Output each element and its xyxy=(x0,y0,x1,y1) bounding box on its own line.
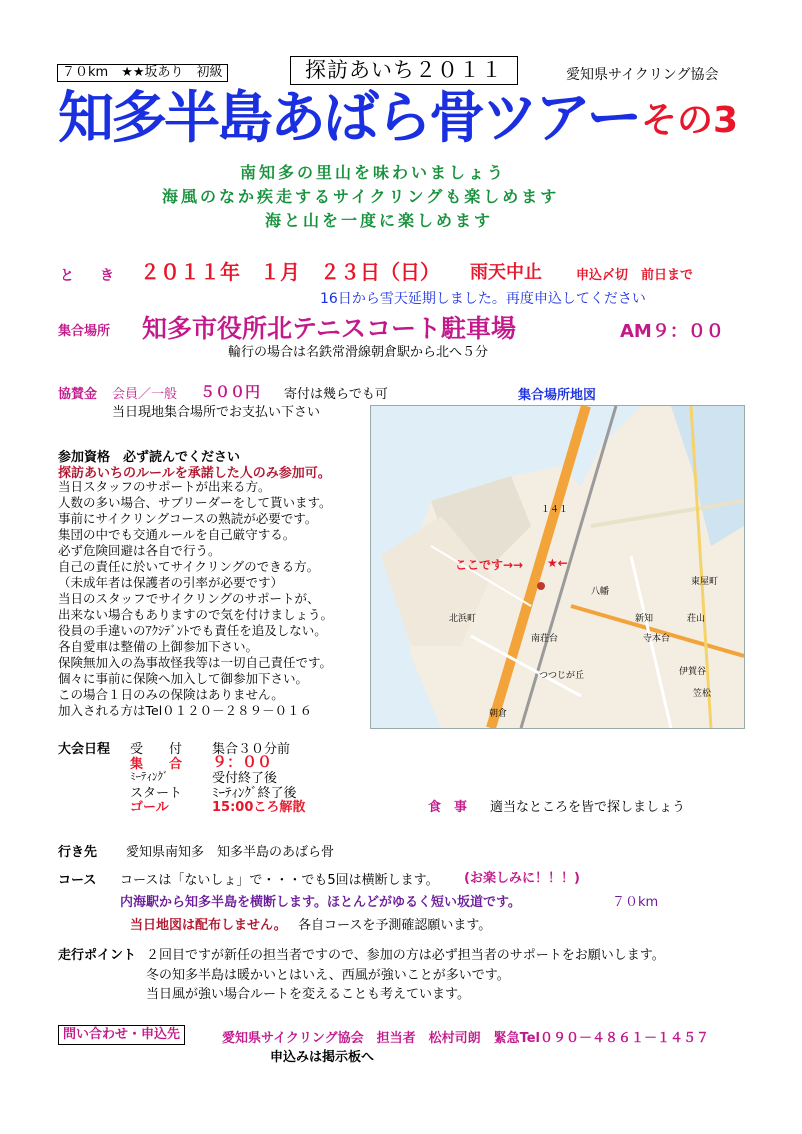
qualification-line: 集団の中でも交通ルールを自己厳守する。 xyxy=(58,527,296,542)
map-label: 荘山 xyxy=(687,614,706,624)
schedule-key: 受 付 xyxy=(130,742,183,757)
train-note: 輪行の場合は名鉄常滑線朝倉駅から北へ５分 xyxy=(228,345,489,360)
map-label: 南荘台 xyxy=(531,634,559,644)
map-label: 八幡 xyxy=(591,587,610,597)
organizer: 愛知県サイクリング協会 xyxy=(566,67,719,83)
qualification-line: 事前にサイクリングコースの熟読が必要です。 xyxy=(58,511,318,526)
map-label: 寺本台 xyxy=(643,634,671,644)
qualification-line: この場合１日のみの保険はありません。 xyxy=(58,687,284,702)
schedule-value: ﾐｰﾃｨﾝｸﾞ終了後 xyxy=(212,786,297,801)
points-line: ２回目ですが新任の担当者ですので、参加の方は必ず担当者のサポートをお願いします。 xyxy=(146,948,665,963)
schedule-label: 大会日程 xyxy=(58,742,111,757)
schedule-value: 集合３０分前 xyxy=(212,742,291,757)
map-marker-label: ここです→→ xyxy=(455,558,524,572)
schedule-key: ﾐｰﾃｨﾝｸﾞ xyxy=(130,770,169,783)
map-label: 北浜町 xyxy=(449,614,477,624)
schedule-value: 受付終了後 xyxy=(212,771,278,786)
contact-label: 問い合わせ・申込先 xyxy=(58,1025,185,1045)
meeting-time: AM９：００ xyxy=(620,321,724,342)
contact-line: 愛知県サイクリング協会 担当者 松村司朗 緊急Tel０９０－４８６１－１４５７ xyxy=(222,1031,709,1046)
deadline: 申込〆切 前日まで xyxy=(576,268,694,283)
map-label: 伊賀谷 xyxy=(679,667,707,677)
meeting-map xyxy=(370,405,745,729)
fee-payment: 当日現地集合場所でお支払い下さい xyxy=(112,405,321,420)
qualification-line: 自己の責任に於いてサイクリングのできる方。 xyxy=(58,559,320,574)
points-line: 当日風が強い場合ルートを変えることも考えています。 xyxy=(146,987,470,1002)
map-label: １４１ xyxy=(541,505,569,515)
qualification-heading: 参加資格 必ず読んでください xyxy=(58,450,241,465)
qualification-list xyxy=(58,479,333,719)
tagline-2: 海風のなか疾走するサイクリングも楽しめます xyxy=(162,187,560,206)
map-label: 笠松 xyxy=(693,689,712,699)
tagline-1: 南知多の里山を味わいましょう xyxy=(240,163,507,182)
map-label: 新知 xyxy=(635,614,654,624)
course-line-3-accent: 当日地図は配布しません。 xyxy=(130,918,287,933)
rain-cancel: 雨天中止 xyxy=(470,262,542,283)
event-date: ２０１１年 １月 ２３日（日） xyxy=(140,260,440,284)
fee-label: 協賛金 xyxy=(58,387,98,402)
meal-label: 食 事 xyxy=(428,800,468,815)
map-label: 東屋町 xyxy=(691,577,719,587)
page-title: 知多半島あばら骨ツアー xyxy=(58,86,640,151)
meal-value: 適当なところを皆で探しましょう xyxy=(490,800,686,815)
points-label: 走行ポイント xyxy=(58,948,137,963)
qualification-line: 各自愛車は整備の上御参加下さい。 xyxy=(58,639,259,654)
destination-value: 愛知県南知多 知多半島のあばら骨 xyxy=(126,845,335,860)
schedule-value: 15:00ころ解散 xyxy=(212,800,306,815)
map-label: 朝倉 xyxy=(489,709,508,719)
schedule-key: ゴール xyxy=(130,800,169,815)
series-box: 探訪あいち２０１１ xyxy=(290,56,518,85)
fee-member: 会員／一般 xyxy=(112,387,178,402)
map-label: つつじが丘 xyxy=(539,671,585,681)
schedule-key: 集 合 xyxy=(130,757,183,772)
qualification-line: 加入される方はTel０１２０－２８９－０１６ xyxy=(58,703,313,718)
qualification-rule: 探訪あいちのルールを承諾した人のみ参加可。 xyxy=(58,466,331,481)
qualification-line: （未成年者は保護者の引率が必要です） xyxy=(58,575,284,590)
qualification-line: 当日のスタッフでサイクリングのサポートが、 xyxy=(58,591,320,606)
schedule-key: スタート xyxy=(130,786,183,801)
course-distance: ７０km xyxy=(612,895,659,910)
qualification-line: 人数の多い場合、サブリーダーをして貰います。 xyxy=(58,495,332,510)
course-line-1: コースは「ないしょ」で・・・でも5回は横断します。 xyxy=(120,873,439,888)
fee-amount: ５００円 xyxy=(200,383,261,401)
qualification-line: 出来ない場合もありますので気を付けましょう。 xyxy=(58,607,334,622)
destination-label: 行き先 xyxy=(58,845,98,860)
meeting-place: 知多市役所北テニスコート駐車場 xyxy=(142,314,517,343)
board-note: 申込みは掲示板へ xyxy=(270,1050,375,1065)
points-line: 冬の知多半島は暖かいとはいえ、西風が強いことが多いです。 xyxy=(146,968,510,983)
tagline-3: 海と山を一度に楽しめます xyxy=(265,211,494,230)
fee-donation: 寄付は幾らでも可 xyxy=(284,387,388,402)
qualification-line: 役員の手違いのｱｸｼﾃﾞﾝﾄでも責任を追及しない。 xyxy=(58,623,327,638)
level-box: ７０km ★★坂あり 初級 xyxy=(57,64,228,82)
course-line-2: 内海駅から知多半島を横断します。ほとんどがゆるく短い坂道です。 xyxy=(120,895,521,910)
qualification-line: 保険無加入の為事故怪我等は一切自己責任です。 xyxy=(58,655,333,670)
title-suffix: その3 xyxy=(641,100,739,141)
postpone-note: 16日から雪天延期しました。再度申込してください xyxy=(320,291,646,307)
meeting-label: 集合場所 xyxy=(58,324,111,339)
course-line-3: 各自コースを予測確認願います。 xyxy=(298,918,492,933)
when-label: と き xyxy=(60,268,120,284)
qualification-line: 必ず危険回避は各自で行う。 xyxy=(58,543,221,558)
map-caption: 集合場所地図 xyxy=(518,388,597,403)
schedule-value: ９：００ xyxy=(212,753,273,771)
course-label: コース xyxy=(58,873,97,888)
course-line-1-accent: (お楽しみに！！！) xyxy=(464,871,580,886)
qualification-line: 当日スタッフのサポートが出来る方。 xyxy=(58,479,271,494)
qualification-line: 個々に事前に保険へ加入して御参加下さい。 xyxy=(58,671,309,686)
map-marker-star: ★← xyxy=(547,556,568,570)
